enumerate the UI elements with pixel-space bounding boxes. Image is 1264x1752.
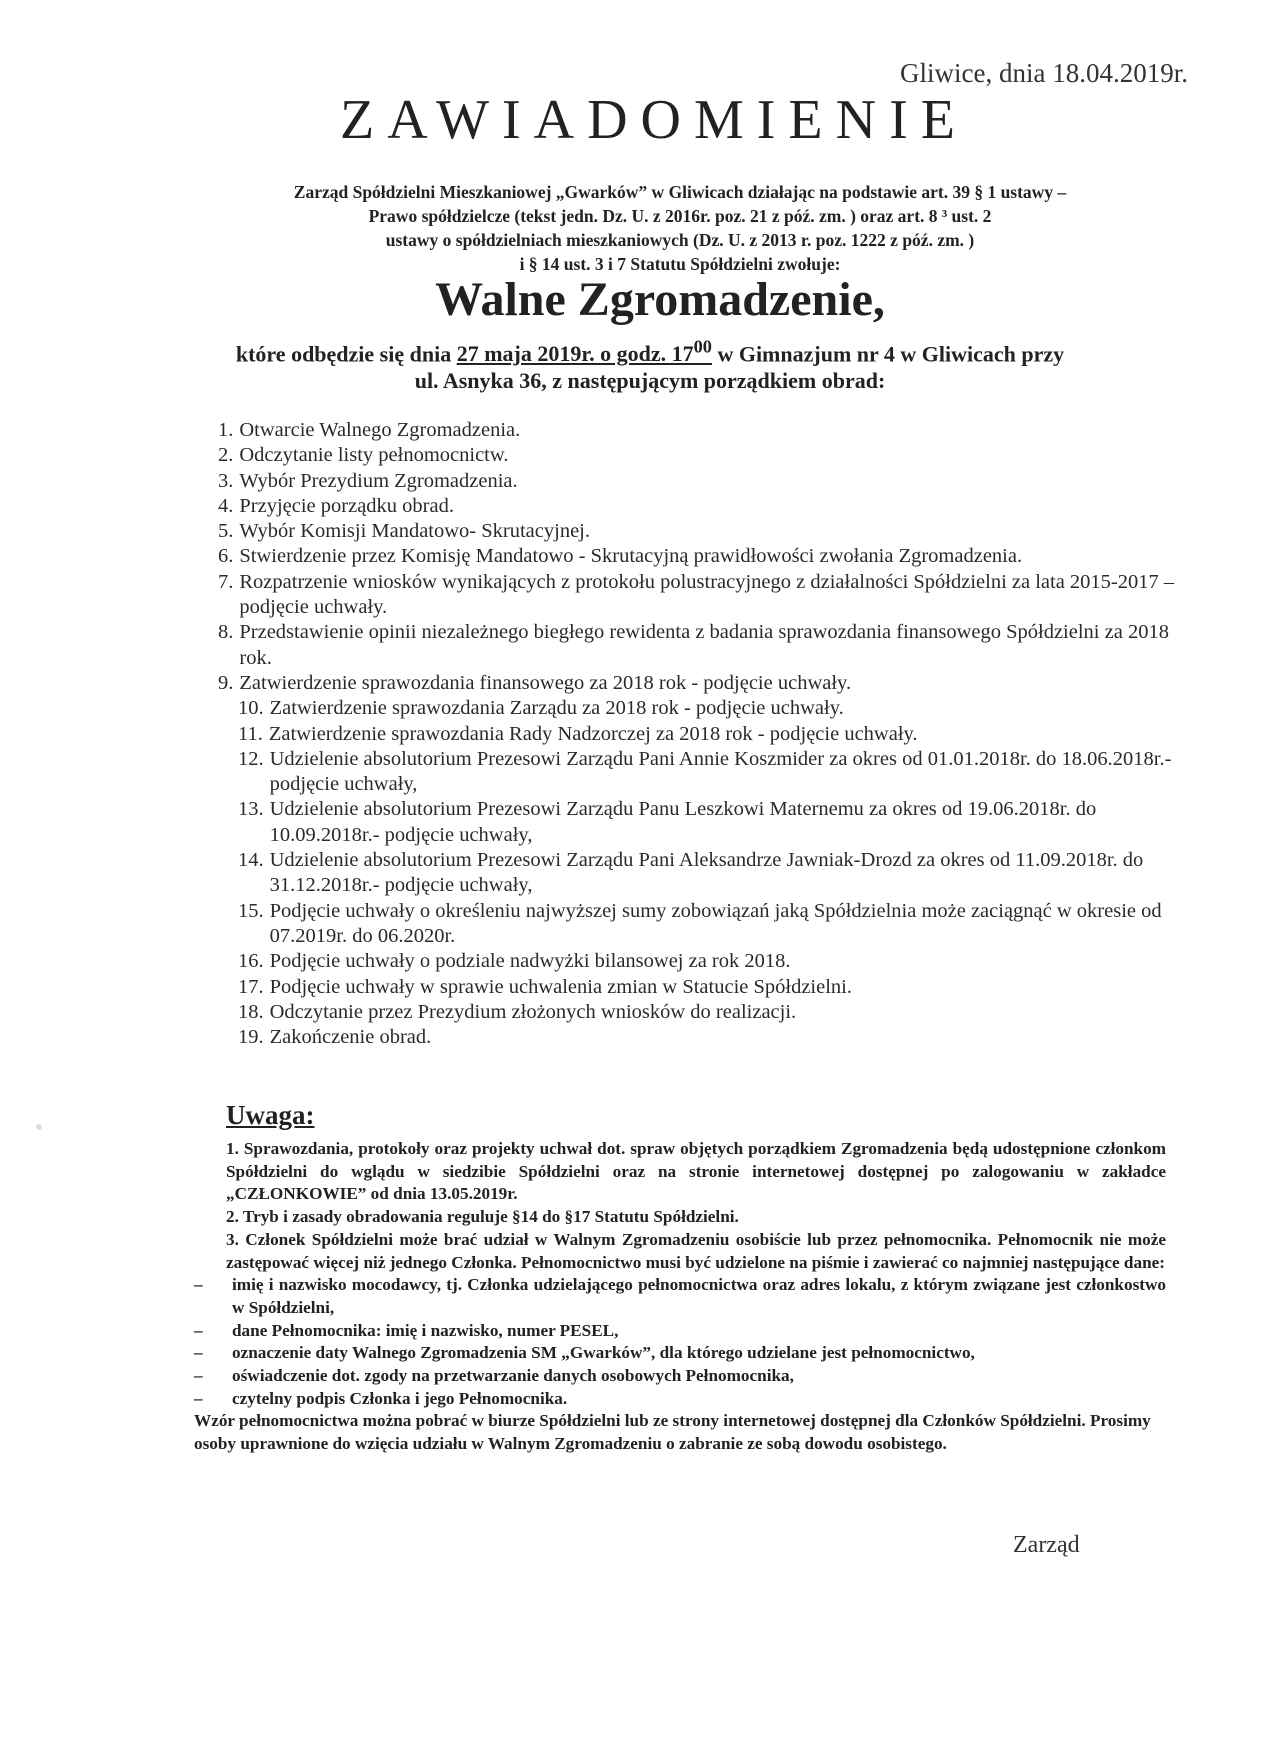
notice-item-3: 3. Członek Spółdzielni może brać udział w Walnym Zgromadzeniu osobiście lub przez pełnomocnika. Pełnomocnik nie może zastępować więcej niż jednego Członka. Pełnomocnictwo musi być udzielone na piśmie i zawierać co najmniej następujące dane: [226,1229,1166,1272]
agenda-item-text: Zatwierdzenie sprawozdania Zarządu za 2018 rok - podjęcie uchwały. [269,697,844,720]
agenda-item [218,418,1178,443]
agenda-item-number: 14. [238,849,264,872]
agenda-item-text: Zatwierdzenie sprawozdania Rady Nadzorczej za 2018 rok - podjęcie uchwały. [268,722,918,745]
agenda-item-text: Stwierdzenie przez Komisję Mandatowo - Skrutacyjną prawidłowości zwołania Zgromadzenia. [239,545,1023,568]
proxy-requirement: – oświadczenie dot. zgody na przetwarzanie danych osobowych Pełnomocnika, [226,1365,1166,1388]
agenda-item [218,671,1178,696]
notice-title: Uwaga: [226,1100,315,1130]
agenda-item [218,949,1178,974]
agenda-item-number: 7. [218,570,234,593]
agenda-item-number: 19. [238,1026,264,1049]
agenda-item-number: 2. [218,444,234,467]
agenda-item-text: Zatwierdzenie sprawozdania finansowego za 2018 rok - podjęcie uchwały. [239,671,852,694]
notice-closing: Wzór pełnomocnictwa można pobrać w biurze Spółdzielni lub ze strony internetowej dostępnej dla Członków Spółdzielni. Prosimy osoby uprawnione do wzięcia udziału w Walnym Zgromadzeniu o zabranie ze sobą dowodu osobistego. [194,1411,1151,1454]
agenda-item-number: 18. [238,1000,264,1023]
intro-paragraph [200,180,1160,276]
agenda-item [218,1000,1178,1025]
agenda-item-text: Podjęcie uchwały o określeniu najwyższej sumy zobowiązań jaką Spółdzielnia może zaciągnąć w okresie od 07.2019r. do 06.2020r. [269,899,1162,947]
agenda-item-text: Wybór Prezydium Zgromadzenia. [239,469,518,492]
meeting-details-line [150,334,1150,367]
agenda-item-text: Zakończenie obrad. [269,1026,432,1049]
agenda-item-number: 10. [238,697,264,720]
agenda-item [218,722,1178,747]
agenda-item [218,469,1178,494]
agenda-list [218,418,1178,1050]
agenda-item-text: Podjęcie uchwały o podziale nadwyżki bilansowej za rok 2018. [269,950,791,973]
notice-item-2: 2. Tryb i zasady obradowania reguluje §14 do §17 Statutu Spółdzielni. [226,1207,739,1227]
agenda-item [218,620,1178,671]
agenda-item-number: 11. [238,722,263,745]
agenda-item-number: 16. [238,950,264,973]
document-title: ZAWIADOMIENIE [340,89,968,151]
intro-line: Zarząd Spółdzielni Mieszkaniowej „Gwarków” w Gliwicach działając na podstawie art. 39 § 1 ustawy – [293,182,1067,202]
meeting-prefix: które odbędzie się dnia [235,341,457,367]
proxy-requirement: – imię i nazwisko mocodawcy, tj. Członka udzielającego pełnomocnictwa oraz adres lokalu, z którym związane jest członkostwo w Spółdzielni, [226,1274,1166,1319]
agenda-item [218,848,1178,899]
agenda-item-text: Odczytanie przez Prezydium złożonych wniosków do realizacji. [269,1000,797,1023]
intro-line: i § 14 ust. 3 i 7 Statutu Spółdzielni zwołuje: [519,254,841,274]
agenda-item-number: 17. [238,975,264,998]
meeting-place: w Gimnazjum nr 4 w Gliwicach przy [711,341,1065,367]
agenda-item-text: Rozpatrzenie wniosków wynikających z protokołu polustracyjnego z działalności Spółdzielni za lata 2015-2017 – podjęcie uchwały. [239,570,1175,619]
proxy-requirement: – dane Pełnomocnika: imię i nazwisko, numer PESEL, [226,1320,1166,1343]
agenda-item-number: 1. [218,419,234,441]
meeting-time-sup: 00 [693,337,712,357]
agenda-item-text: Otwarcie Walnego Zgromadzenia. [239,419,521,441]
agenda-item-number: 5. [218,520,234,543]
agenda-item-number: 15. [238,899,264,922]
proxy-requirements-list [226,1274,1166,1410]
meeting-address: ul. Asnyka 36, z następującym porządkiem obrad: [414,368,886,394]
meeting-date [456,337,712,367]
agenda-item [218,519,1178,544]
agenda-item-text: Przyjęcie porządku obrad. [239,494,454,517]
agenda-item-text: Wybór Komisji Mandatowo- Skrutacyjnej. [239,520,590,543]
proxy-requirement: – czytelny podpis Członka i jego Pełnomocnika. [226,1388,1166,1411]
agenda-item [218,570,1178,621]
agenda-item-number: 9. [218,671,234,694]
agenda-item [218,494,1178,519]
document-date: Gliwice, dnia 18.04.2019r. [900,58,1188,88]
agenda-item-text: Udzielenie absolutorium Prezesowi Zarządu Panu Leszkowi Maternemu za okres od 19.06.2018r. do 10.09.2018r.- podjęcie uchwały, [269,798,1097,846]
scan-speck [36,1124,42,1130]
agenda-item-number: 6. [218,545,234,568]
agenda-item [218,899,1178,950]
agenda-item-text: Udzielenie absolutorium Prezesowi Zarządu Pani Aleksandrze Jawniak-Drozd za okres od 11.09.2018r. do 31.12.2018r.- podjęcie uchwały, [269,849,1144,897]
agenda-item-number: 4. [218,494,234,517]
proxy-requirement: – oznaczenie daty Walnego Zgromadzenia SM „Gwarków”, dla którego udzielane jest pełnomocnictwo, [226,1342,1166,1365]
agenda-item [218,797,1178,848]
agenda-item [218,544,1178,569]
agenda-item-text: Podjęcie uchwały w sprawie uchwalenia zmian w Statucie Spółdzielni. [269,975,852,998]
intro-line: ustawy o spółdzielniach mieszkaniowych (Dz. U. z 2013 r. poz. 1222 z póź. zm. ) [385,230,975,250]
signature: Zarząd [1013,1532,1080,1558]
agenda-item-number: 8. [218,621,234,644]
meeting-headline: Walne Zgromadzenie, [435,273,885,326]
agenda-item-text: Udzielenie absolutorium Prezesowi Zarządu Pani Annie Koszmider za okres od 01.01.2018r. do 18.06.2018r.- podjęcie uchwały, [269,747,1172,796]
agenda-item-text: Przedstawienie opinii niezależnego biegłego rewidenta z badania sprawozdania finansowego Spółdzielni za 2018 rok. [239,621,1169,669]
agenda-item [218,747,1178,798]
agenda-item [218,975,1178,1000]
agenda-item-text: Odczytanie listy pełnomocnictw. [239,444,509,467]
notice-item-1: 1. Sprawozdania, protokoły oraz projekty uchwał dot. spraw objętych porządkiem Zgromadzenia będą udostępnione członkom Spółdzielni do wglądu w siedzibie Spółdzielni oraz na stronie internetowej dostępnej po zalogowaniu w zakładce „CZŁONKOWIE” od dnia 13.05.2019r. [226,1139,1166,1204]
agenda-item-number: 3. [218,469,234,492]
meeting-details [150,334,1150,394]
agenda-item [218,1025,1178,1050]
meeting-date-text: 27 maja 2019r. o godz. 17 [456,341,694,367]
agenda-item [218,696,1178,721]
notice-body [194,1138,1166,1456]
agenda-item [218,443,1178,468]
intro-line: Prawo spółdzielcze (tekst jedn. Dz. U. z 2016r. poz. 21 z póź. zm. ) oraz art. 8 ³ ust. 2 [368,206,992,226]
agenda-item-number: 13. [238,798,264,821]
agenda-item-number: 12. [238,747,264,770]
